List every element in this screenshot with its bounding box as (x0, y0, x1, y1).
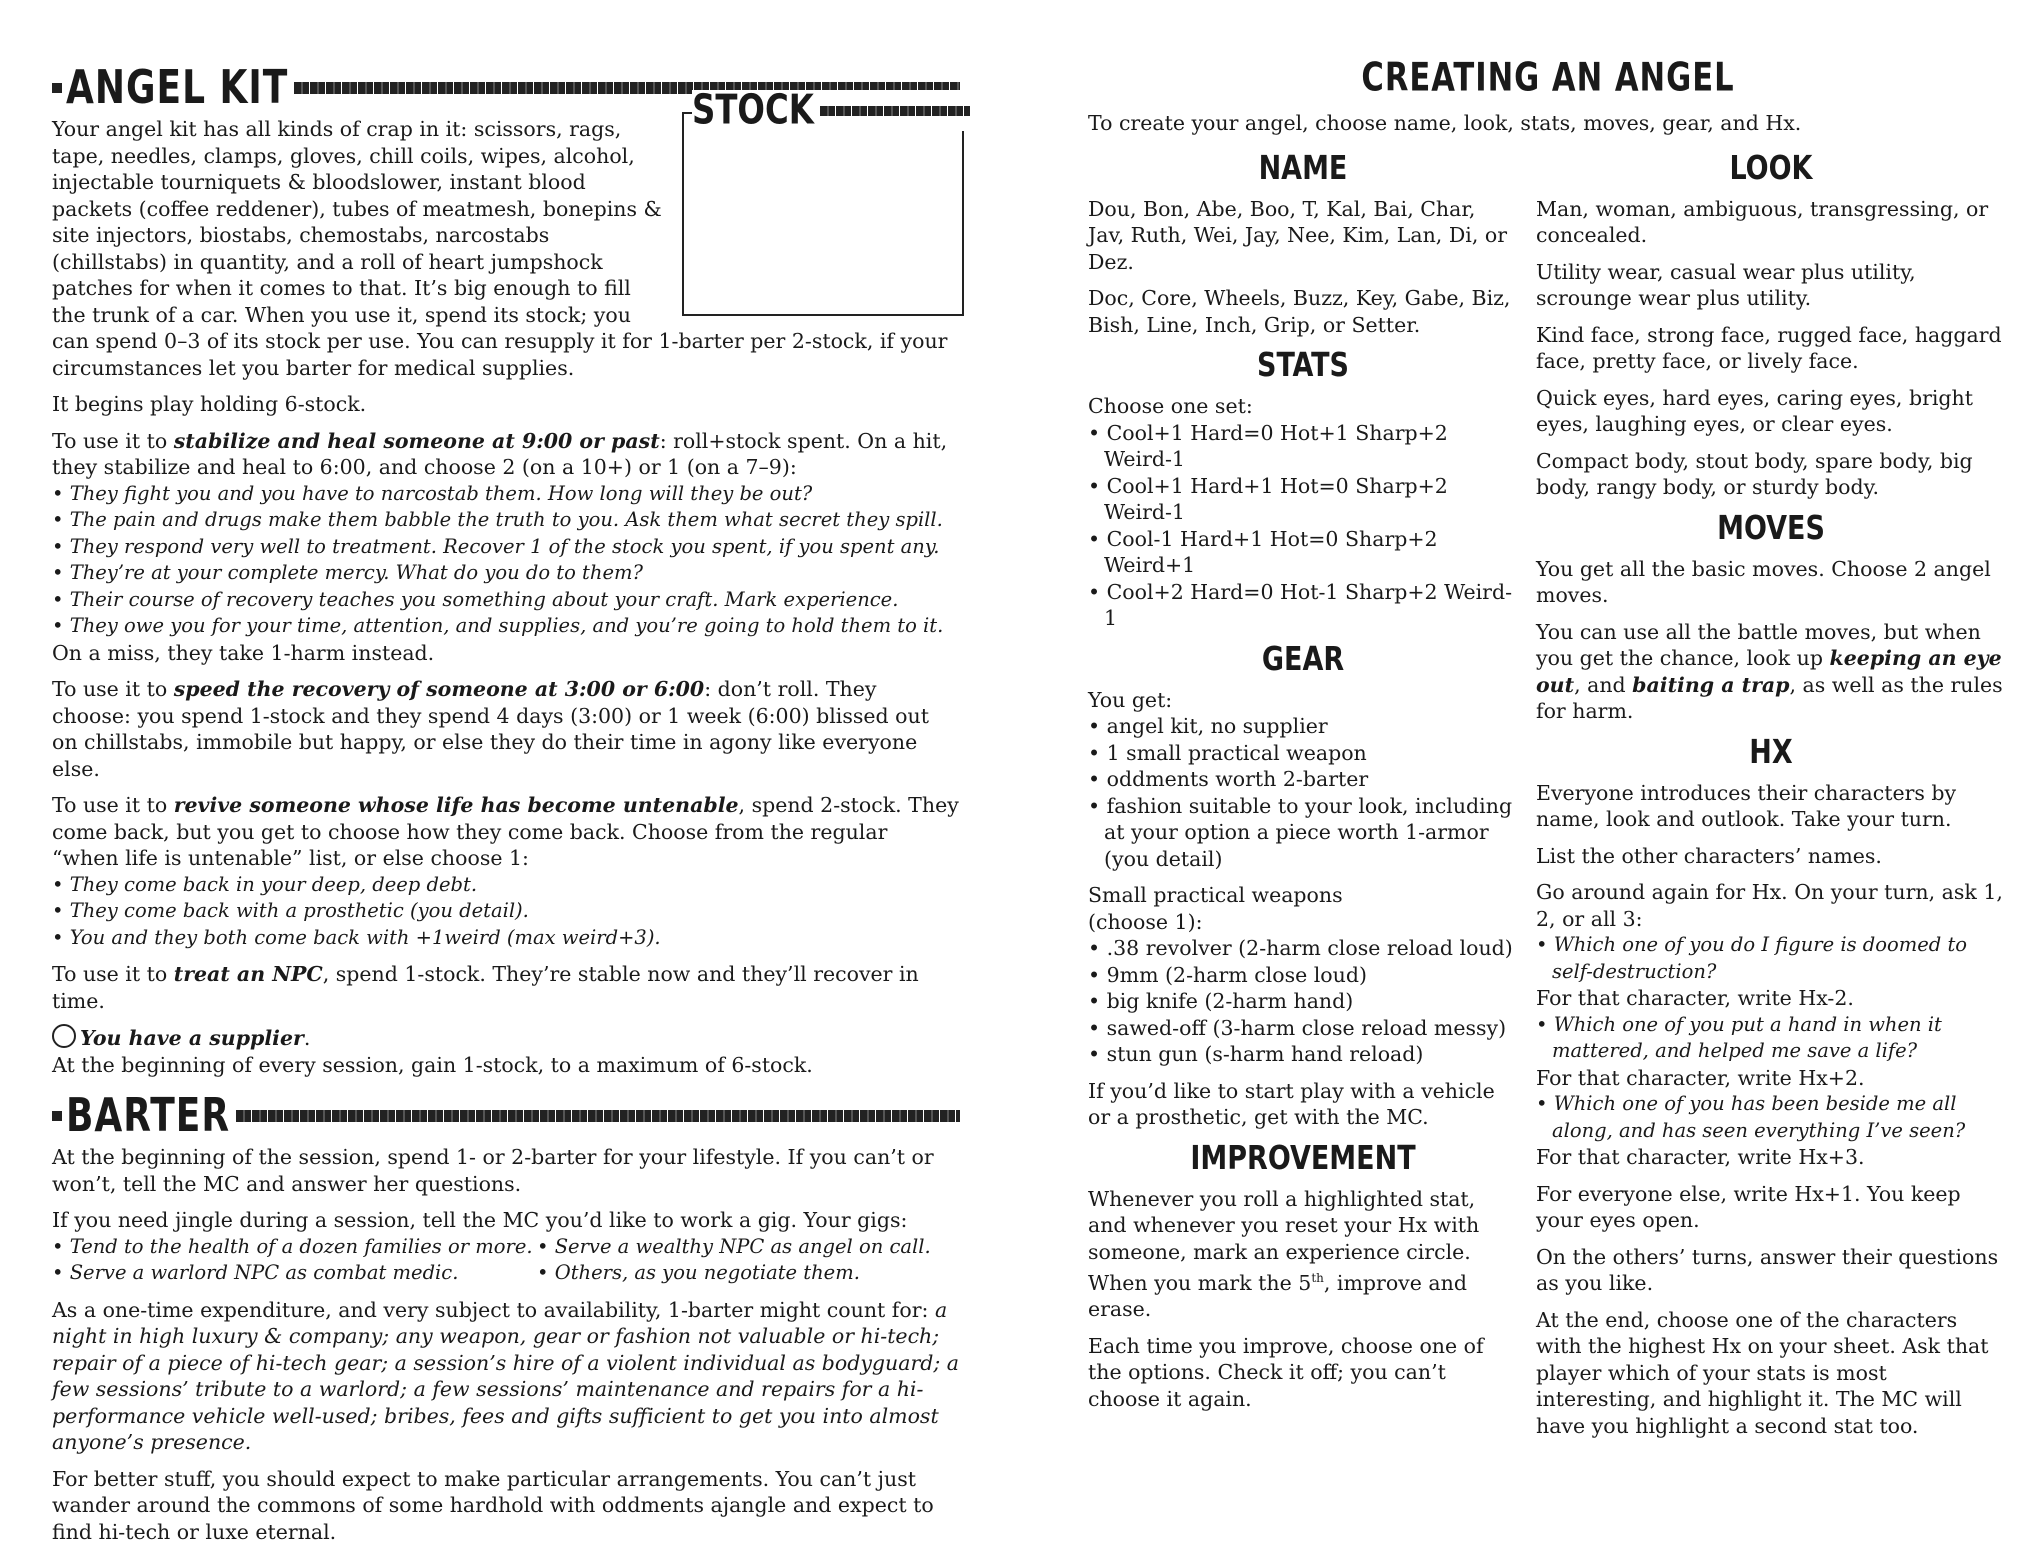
list-item: • Others, as you negotiate them. (537, 1260, 957, 1287)
barter-onetime: As a one-time expenditure, and very subject to availability, 1-barter might count for: a night in high luxury & company; any weapon, gear or fashion not valuable or hi-tech; repair of a piece of hi-tech gear; a session’s hire of a violent individual as bodyguard; a few sessions’ tribute to a warlord; a few sessions’ maintenance and repairs for a hi-performance vehicle well-used; bribes, fees and gifts sufficient to get you into almost anyone’s presence. (52, 1297, 960, 1454)
stock-rule (820, 106, 970, 116)
list-item: • sawed-off (3-harm close reload messy) (1088, 1015, 1518, 1042)
barter-title: BARTER (66, 1089, 231, 1143)
barter-header (52, 1088, 960, 1144)
right-page (1088, 55, 2008, 1449)
list-item: • They come back in your deep, deep debt. (52, 872, 960, 899)
look-option: Compact body, stout body, spare body, big body, rangy body, or sturdy body. (1536, 448, 1973, 499)
improvement-title: IMPROVEMENT (1190, 1138, 1416, 1178)
gear-list (1088, 713, 1518, 872)
hx-text-4: For everyone else, write Hx+1. You keep your eyes open. (1536, 1181, 1961, 1232)
hx-questions (1536, 932, 2006, 1171)
revive-options (52, 872, 960, 952)
list-item: • Serve a warlord NPC as combat medic. (52, 1260, 537, 1287)
moves-text-1: You get all the basic moves. Choose 2 angel moves. (1536, 556, 1991, 607)
stats-options (1088, 420, 1518, 632)
stabilize-miss: On a miss, they take 1-harm instead. (52, 640, 435, 665)
list-item: • They owe you for your time, attention, and supplies, and you’re going to hold them to it. (52, 613, 960, 640)
list-item: • Cool+1 Hard=0 Hot+1 Sharp+2 Weird-1 (1088, 420, 1518, 473)
speed-recovery-move: To use it to speed the recovery of someone at 3:00 or 6:00: don’t roll. They choose: you spend 1-stock and they spend 4 days (3:00) or 1 week (6:00) blissed out on chillstabs, immobile but happy, or else they do their time in agony like everyone else. (52, 677, 929, 781)
list-item: • oddments worth 2-barter (1088, 766, 1518, 793)
list-item: • Cool-1 Hard+1 Hot=0 Sharp+2 Weird+1 (1088, 526, 1518, 579)
column-left (1088, 147, 1518, 1450)
header-tag-mark (52, 1111, 62, 1121)
list-item: • They respond very well to treatment. Recover 1 of the stock you spent, if you spent any. (52, 534, 960, 561)
gear-title: GEAR (1261, 639, 1345, 679)
weapons-list (1088, 935, 1518, 1068)
header-rule (236, 1110, 960, 1122)
two-column (1088, 147, 2008, 1450)
list-item: • Serve a wealthy NPC as angel on call. (537, 1234, 957, 1261)
moves-title: MOVES (1717, 508, 1825, 548)
list-item: • The pain and drugs make them babble the truth to you. Ask them what secret they spill. (52, 507, 960, 534)
improvement-text-2: Each time you improve, choose one of the options. Check it off; you can’t choose it again. (1088, 1333, 1484, 1411)
supplier-checkbox[interactable] (52, 1024, 76, 1048)
column-right (1536, 147, 2006, 1450)
barter-jingle: If you need jingle during a session, tell the MC you’d like to work a gig. Your gigs: (52, 1208, 908, 1232)
stock-box[interactable] (682, 86, 964, 316)
list-item: • They’re at your complete mercy. What do you do to them? (52, 560, 960, 587)
supplier-text: At the beginning of every session, gain 1-stock, to a maximum of 6-stock. (52, 1052, 813, 1077)
left-page (52, 60, 960, 1555)
look-option: Man, woman, ambiguous, transgressing, or concealed. (1536, 196, 1989, 247)
improvement-text-1: Whenever you roll a highlighted stat, and whenever you reset your Hx with someone, mark an experience circle. When you mark the 5th, improve and erase. (1088, 1186, 1480, 1322)
treat-npc-move: To use it to treat an NPC, spend 1-stock. They’re stable now and they’ll recover in time. (52, 962, 919, 1013)
names-list-1: Dou, Bon, Abe, Boo, T, Kal, Bai, Char, Jav, Ruth, Wei, Jay, Nee, Kim, Lan, Di, or Dez. (1088, 196, 1507, 274)
hx-text-1: Everyone introduces their characters by name, look and outlook. Take your turn. (1536, 780, 1957, 831)
stabilize-move: To use it to stabilize and heal someone at 9:00 or past: roll+stock spent. On a hit, they stabilize and heal to 6:00, and choose 2 (on a 10+) or 1 (on a 7–9): (52, 428, 948, 479)
moves-text-2: You can use all the battle moves, but when you get the chance, look up keeping an eye out, and baiting a trap, as well as the rules for harm. (1536, 619, 2003, 723)
list-item: • angel kit, no supplier (1088, 713, 1518, 740)
list-item: • stun gun (s-harm hand reload) (1088, 1041, 1518, 1068)
stock-header (692, 86, 974, 135)
stats-intro: Choose one set: (1088, 394, 1253, 418)
creating-intro: To create your angel, choose name, look, stats, moves, gear, and Hx. (1088, 111, 1802, 135)
revive-move: To use it to revive someone whose life has become untenable, spend 2-stock. They come back, but you get to choose how they come back. Choose from the regular “when life is untenable” list, or else choose 1: (52, 793, 959, 870)
list-item: • They fight you and you have to narcostab them. How long will they be out? (52, 481, 960, 508)
look-title: LOOK (1729, 148, 1813, 188)
hx-text-3: Go around again for Hx. On your turn, ask 1, 2, or all 3: (1536, 880, 2003, 931)
barter-lifestyle: At the beginning of the session, spend 1- or 2-barter for your lifestyle. If you can’t or won’t, tell the MC and answer her questions. (52, 1145, 934, 1196)
names-list-2: Doc, Core, Wheels, Buzz, Key, Gabe, Biz, Bish, Line, Inch, Grip, or Setter. (1088, 286, 1511, 337)
list-item: • .38 revolver (2-harm close reload loud) (1088, 935, 1518, 962)
header-tag-mark (52, 83, 62, 93)
list-item: • fashion suitable to your look, including at your option a piece worth 1-armor (you detail) (1088, 793, 1518, 873)
hx-title: HX (1749, 732, 1793, 772)
list-item: • They come back with a prosthetic (you detail). (52, 898, 960, 925)
list-item: • 9mm (2-harm close loud) (1088, 962, 1518, 989)
stock-title: STOCK (692, 86, 814, 135)
list-item: • Their course of recovery teaches you something about your craft. Mark experience. (52, 587, 960, 614)
look-option: Utility wear, casual wear plus utility, scrounge wear plus utility. (1536, 259, 1916, 310)
list-item: • Which one of you put a hand in when it mattered, and helped me save a life? For that character, write Hx+2. (1536, 1012, 2006, 1092)
gigs-list (52, 1234, 960, 1287)
list-item: • Cool+2 Hard=0 Hot-1 Sharp+2 Weird-1 (1088, 579, 1518, 632)
list-item: • 1 small practical weapon (1088, 740, 1518, 767)
hx-text-5: On the others’ turns, answer their questions as you like. (1536, 1244, 1999, 1295)
creating-title: CREATING AN ANGEL (1361, 55, 1735, 101)
list-item: • You and they both come back with +1weird (max weird+3). (52, 925, 960, 952)
stats-title: STATS (1257, 346, 1349, 385)
stabilize-options (52, 481, 960, 640)
hx-text-6: At the end, choose one of the characters with the highest Hx on your sheet. Ask that player which of your stats is most interesting, and highlight it. The MC will have you highlight a second stat too. (1536, 1307, 1989, 1438)
list-item: • Which one of you do I figure is doomed to self-destruction? For that character, write Hx-2. (1536, 932, 2006, 1012)
angel-kit-intro: Your angel kit has all kinds of crap in it: scissors, rags, tape, needles, clamps, gloves, chill coils, wipes, alcohol, injectable tourniquets & bloodslower, instant blood packets (coffee reddener), tubes of meatmesh, bonepins & site injectors, biostabs, chemostabs, narcostabs (chillstabs) in quantity, and a roll of heart jumpshock patches for when it comes to that. It’s big enough to fill the trunk of a car. When you use it, spend its stock; you can spend 0–3 of its stock per use. You can resupply it for 1-barter per 2-stock, if your circumstances let you barter for medical supplies. (52, 117, 948, 380)
angel-kit-begins: It begins play holding 6-stock. (52, 392, 367, 416)
gear-intro: You get: (1088, 687, 1173, 712)
list-item: • Which one of you has been beside me all along, and has seen everything I’ve seen? For that character, write Hx+3. (1536, 1091, 2006, 1171)
list-item: • big knife (2-harm hand) (1088, 988, 1518, 1015)
supplier-option[interactable]: You have a supplier. (52, 1024, 960, 1052)
barter-better: For better stuff, you should expect to make particular arrangements. You can’t just wander around the commons of some hardhold with oddments ajangle and expect to find hi-tech or luxe eternal. (52, 1466, 934, 1544)
look-option: Kind face, strong face, rugged face, haggard face, pretty face, or lively face. (1536, 322, 2002, 373)
hx-text-2: List the other characters’ names. (1536, 843, 1882, 868)
vehicle-note: If you’d like to start play with a vehicle or a prosthetic, get with the MC. (1088, 1078, 1495, 1129)
look-option: Quick eyes, hard eyes, caring eyes, bright eyes, laughing eyes, or clear eyes. (1536, 385, 1973, 436)
weapons-intro: Small practical weapons (choose 1): (1088, 883, 1343, 934)
angel-kit-title: ANGEL KIT (66, 61, 289, 115)
list-item: • Tend to the health of a dozen families or more. (52, 1234, 537, 1261)
name-title: NAME (1258, 148, 1348, 188)
list-item: • Cool+1 Hard+1 Hot=0 Sharp+2 Weird-1 (1088, 473, 1518, 526)
